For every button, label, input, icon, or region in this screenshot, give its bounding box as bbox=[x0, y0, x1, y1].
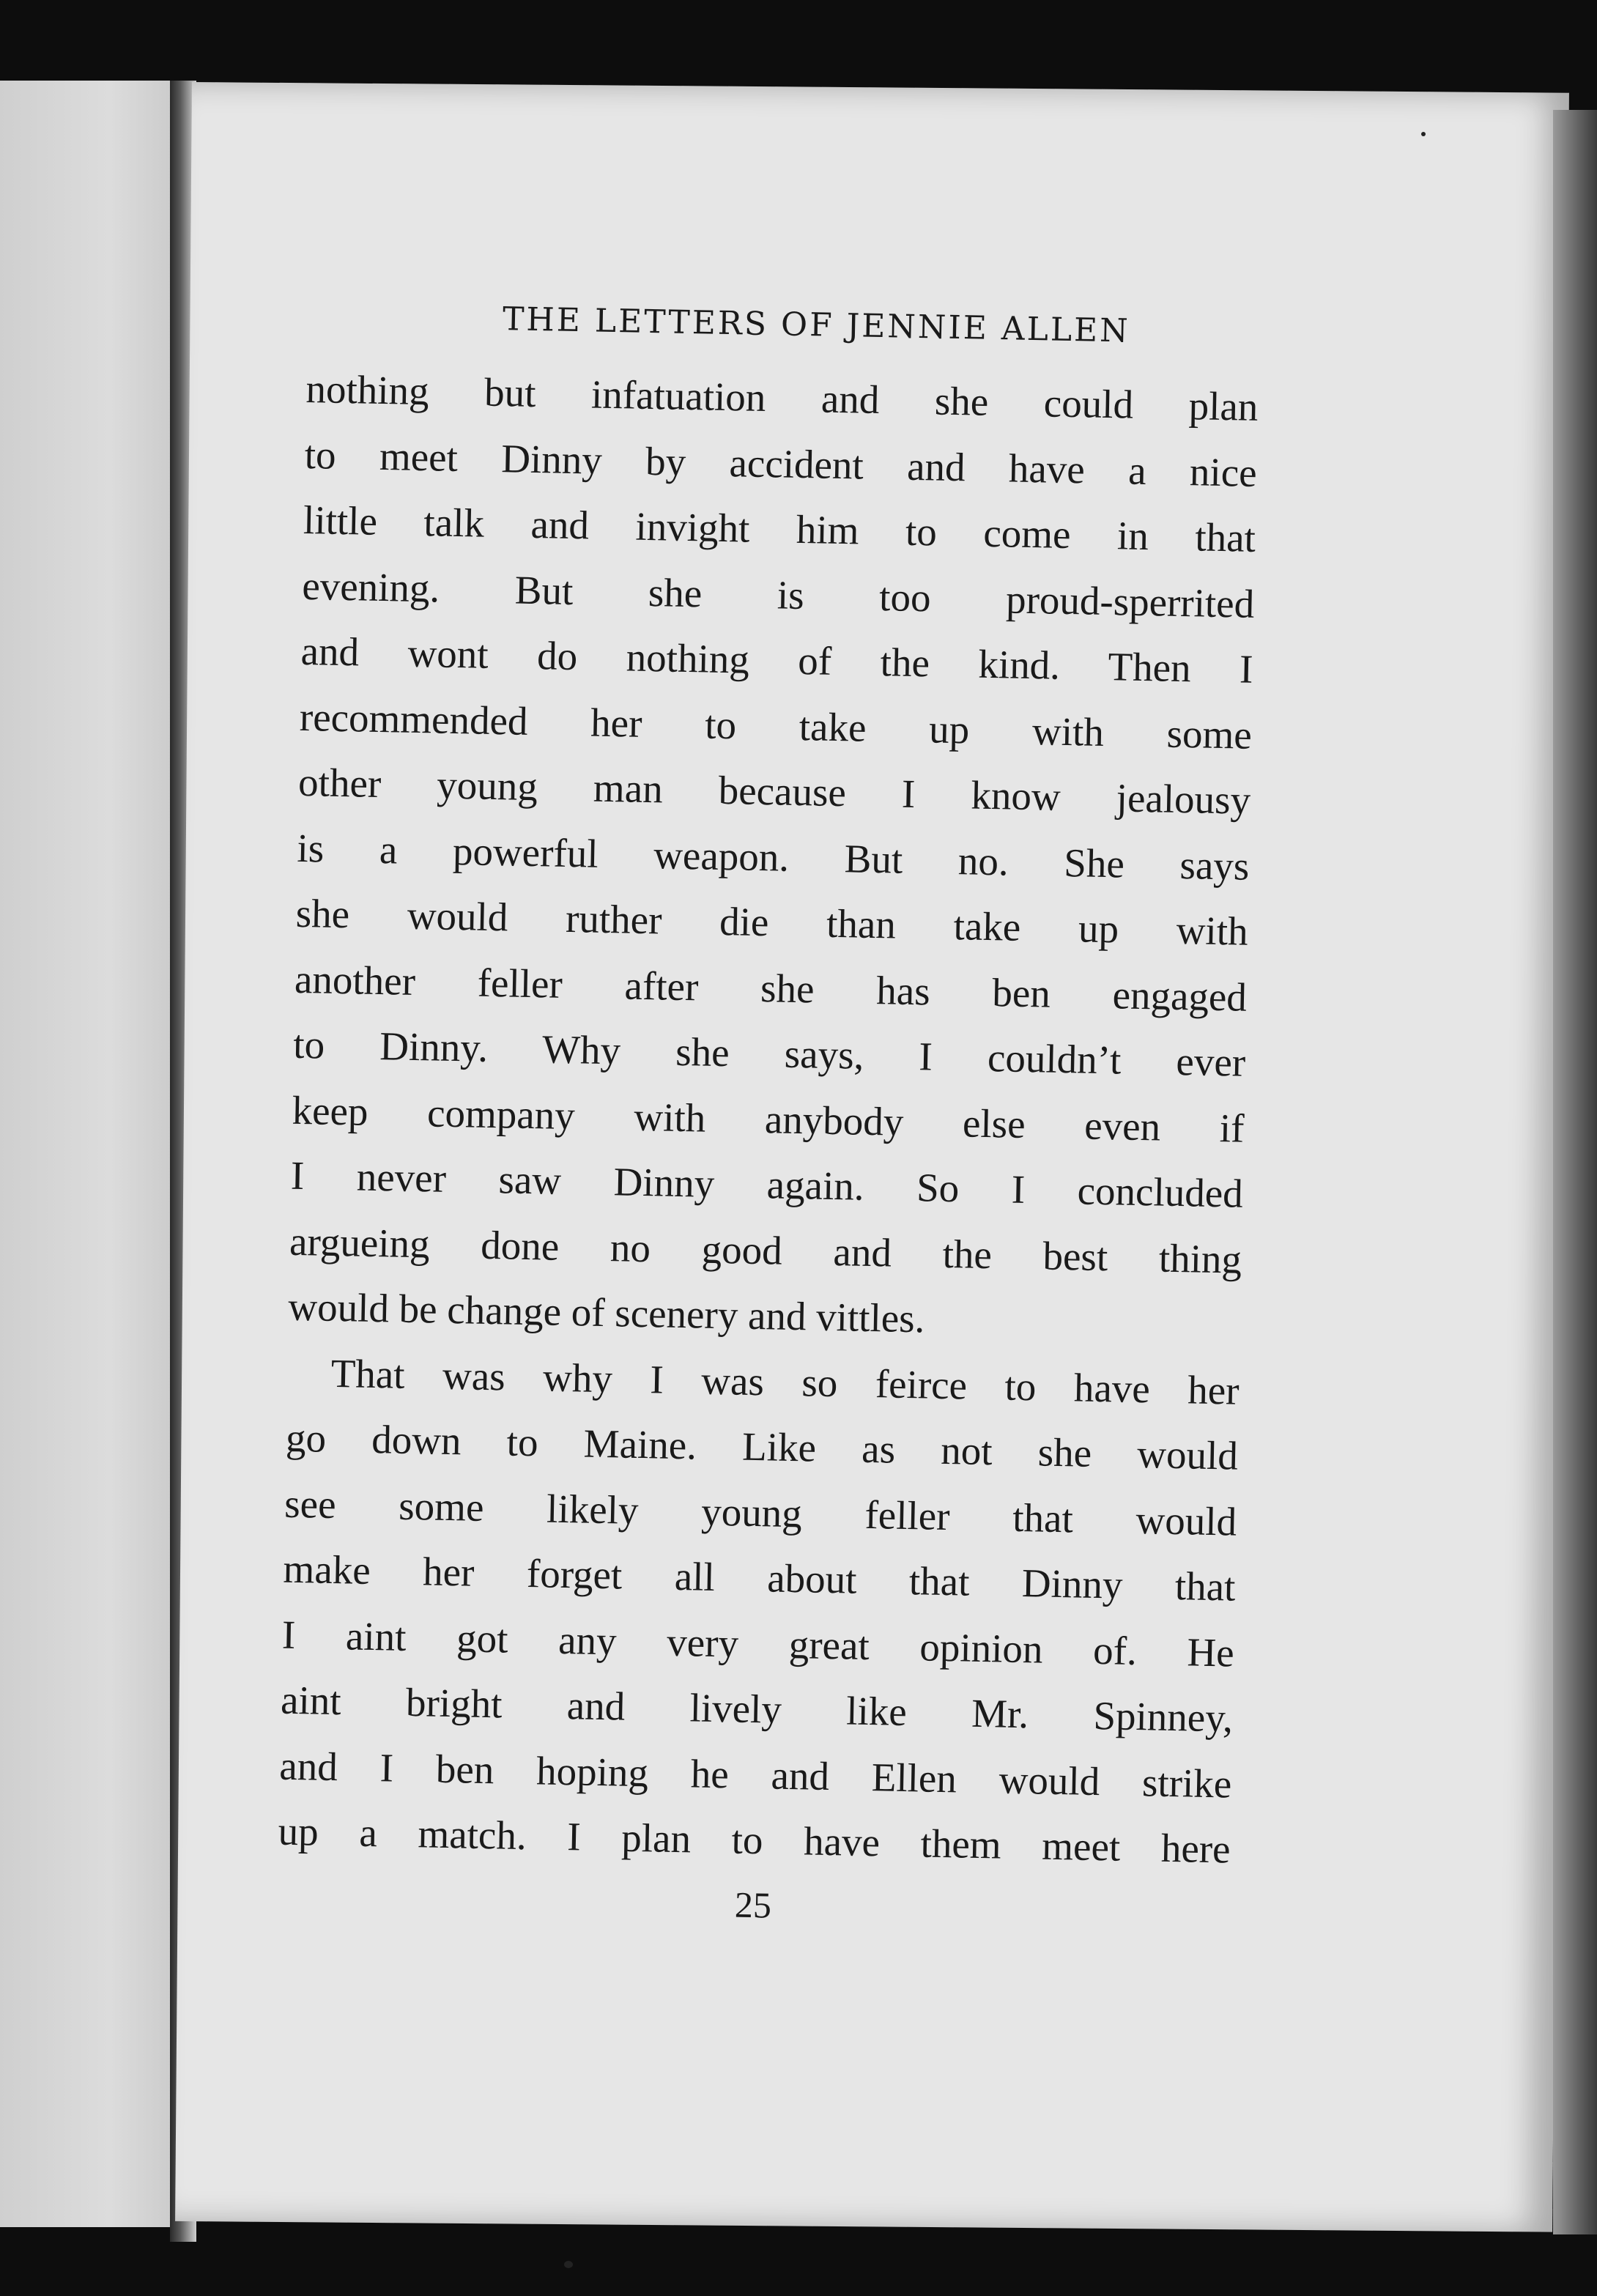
text-line: recommended her to take up with some bbox=[299, 694, 1253, 758]
page-content bbox=[277, 297, 1260, 1935]
page-edge bbox=[1553, 110, 1597, 2234]
text-line: would be change of scenery and vittles. bbox=[287, 1284, 925, 1341]
running-head: THE LETTERS OF JENNIE ALLEN bbox=[502, 300, 1131, 350]
text-line: I never saw Dinny again. So I concluded bbox=[290, 1152, 1244, 1216]
text-line: see some likely young feller that would bbox=[284, 1481, 1237, 1544]
body-text bbox=[278, 356, 1259, 1882]
scan-speck bbox=[1421, 132, 1426, 136]
text-line: another feller after she has ben engaged bbox=[294, 956, 1248, 1020]
text-line: to meet Dinny by accident and have a nice bbox=[304, 432, 1258, 495]
page-number: 25 bbox=[734, 1884, 772, 1926]
scan-speck bbox=[564, 2261, 573, 2268]
text-line: little talk and invight him to come in that bbox=[303, 497, 1256, 560]
text-line: That was why I was so feirce to have her bbox=[330, 1350, 1240, 1413]
text-line: I aint got any very great opinion of. He bbox=[281, 1612, 1235, 1675]
text-line: to Dinny. Why she says, I couldn’t ever bbox=[292, 1021, 1246, 1085]
text-line: make her forget all about that Dinny that bbox=[283, 1546, 1237, 1610]
text-line: go down to Maine. Like as not she would bbox=[285, 1415, 1239, 1478]
text-line: is a powerful weapon. But no. She says bbox=[296, 825, 1250, 889]
text-line: aint bright and lively like Mr. Spinney, bbox=[280, 1677, 1234, 1741]
facing-page bbox=[0, 81, 183, 2227]
text-line: she would ruther die than take up with bbox=[295, 890, 1249, 954]
text-line: and wont do nothing of the kind. Then I bbox=[300, 628, 1254, 692]
text-line: other young man because I know jealousy bbox=[297, 759, 1251, 823]
text-line: up a match. I plan to have them meet here bbox=[278, 1808, 1231, 1872]
text-line: and I ben hoping he and Ellen would strike bbox=[278, 1743, 1232, 1807]
text-line: argueing done no good and the best thing bbox=[289, 1218, 1242, 1282]
text-line: evening. But she is too proud-sperrited bbox=[301, 563, 1255, 626]
text-line: keep company with anybody else even if bbox=[292, 1087, 1245, 1151]
text-line: nothing but infatuation and she could plan bbox=[305, 366, 1259, 429]
